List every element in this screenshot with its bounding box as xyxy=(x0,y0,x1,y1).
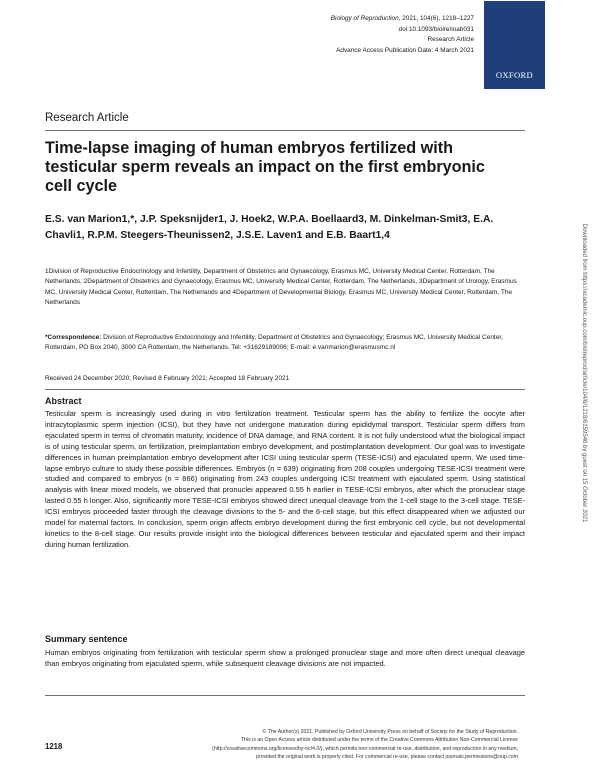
article-title: Time-lapse imaging of human embryos fertilized with testicular sperm reveals an impact on the first embryonic cell cycle xyxy=(45,139,485,195)
header-divider xyxy=(45,130,525,131)
summary-text: Human embryos originating from fertilization with testicular sperm show a prolonged pronuclear stage and more often direct unequal cleavage than embryos originating from ejaculated sperm, while subsequent cleavage divisions are not impacted. xyxy=(45,648,525,668)
correspondence xyxy=(45,333,525,354)
page-number: 1218 xyxy=(45,742,63,751)
oxford-logo xyxy=(484,1,545,89)
abstract-text: Testicular sperm is increasingly used during in vitro fertilization treatment. Testicular sperm has the ability to fertilize the oocyte after intracytoplasmic sperm injection (ICSI), but they have not undergone maturation during epididymal transport. Testicular sperm differs from ejaculated sperm in terms of chromatin maturity, incidence of DNA damage, and RNA content. It is not fully understood what the biological impact is of using testicular sperm, on fertilization, preimplantation embryo development, and postimplantation development. Our goal was to investigate differences in human preimplantation embryo development after ICSI using testicular sperm (TESE-ICSI) and ejaculated sperm. We used time-lapse embryo culture to study these possible differences. Embryos (n = 639) originating from 208 couples undergoing TESE-ICSI treatment were studied and compared to embryos (n = 866) originating from 243 couples undergoing ICSI treatment with ejaculated sperm. Using statistical analysis with linear mixed models, we observed that pronuclei appeared 0.55 h earlier in TESE-ICSI embryos, after which the pronuclear stage lasted 0.55 h longer. Also, significantly more TESE-ICSI embryos showed direct unequal cleavage from the 1-cell stage to the 3-cell stage. TESE-ICSI embryos proceeded faster through the cleavage divisions to the 5- and the 6-cell stage, but this effect disappeared when we adjusted our model for maternal factors. In conclusion, sperm origin affects embryo development during the first embryonic cell cycle, but not developmental kinetics to the 8-cell stage. Our results provide insight into the biological differences between testicular and ejaculated sperm and their impact during human fertilization. xyxy=(45,409,525,549)
journal-citation xyxy=(154,14,474,25)
dates-divider xyxy=(45,389,525,390)
section-label: Research Article xyxy=(45,112,129,124)
footer-divider xyxy=(45,695,525,696)
article-type: Research Article xyxy=(427,36,474,44)
oxford-logo-text: OXFORD xyxy=(495,70,534,80)
license-footer xyxy=(98,728,518,762)
journal-name: Biology of Reproduction xyxy=(330,15,399,22)
license-url-line[interactable]: (http://creativecommons.org/licenses/by-nc/4.0/), which permits non-commercial re-use, distribution, and reproduction in any medium, xyxy=(212,745,518,752)
journal-header xyxy=(154,14,474,56)
permissions-line: provided the original work is properly cited. For commercial re-use, please contact journals.permissions@oup.com xyxy=(256,754,518,761)
journal-volume: , 2021, 104(6), 1218–1227 xyxy=(398,15,474,22)
author-list: E.S. van Marion1,*, J.P. Speksnijder1, J. Hoek2, W.P.A. Boellaard3, M. Dinkelman-Smit3, E.A. Chavli1, R.P.M. Steegers-Theunissen2, J.S.E. Laven1 and E.B. Baart1,4 xyxy=(45,214,494,241)
download-notice: Downloaded from https://academic.oup.com/biolreprod/article/104/6/1218/6159546 by guest on 15 October 2021 xyxy=(581,223,587,523)
copyright-line: © The Author(s) 2021. Published by Oxford University Press on behalf of Society for the Study of Reproduction. xyxy=(262,729,518,735)
correspondence-text: Division of Reproductive Endocrinology and Infertility, Department of Obstetrics and Gynaecology; Erasmus MC, University Medical Center, Rotterdam, PO Box 2040, 3000 CA Rotterdam, the Netherlands. Tel: +31629189006; E-mail: e.vanmarion@erasmusmc.nl xyxy=(45,334,503,352)
summary-heading: Summary sentence xyxy=(45,634,128,644)
doi[interactable]: doi:10.1093/biolre/ioab031 xyxy=(398,25,474,33)
license-line: This is an Open Access article distributed under the terms of the Creative Commons Attribution Non-Commercial License xyxy=(240,737,518,744)
abstract-heading: Abstract xyxy=(45,396,82,406)
download-sidebar xyxy=(579,190,591,560)
affiliations: 1Division of Reproductive Endocrinology and Infertility, Department of Obstetrics and Gynaecology, Erasmus MC, University Medical Center, Rotterdam, The Netherlands, 2Department of Obstetrics and Gynaecology, Erasmus MC, University Medical Center, Rotterdam, The Netherlands, 3Department of Urology, Erasmus MC, University Medical Center, Rotterdam, The Netherlands and 4Department of Developmental Biology, Erasmus MC, University Medical Center, Rotterdam, The Netherlands xyxy=(45,268,517,306)
received-dates: Received 24 December 2020; Revised 8 February 2021; Accepted 18 February 2021 xyxy=(45,375,290,382)
advance-access-date: Advance Access Publication Date: 4 March 2021 xyxy=(336,46,474,54)
correspondence-label: *Correspondence: xyxy=(45,334,102,341)
